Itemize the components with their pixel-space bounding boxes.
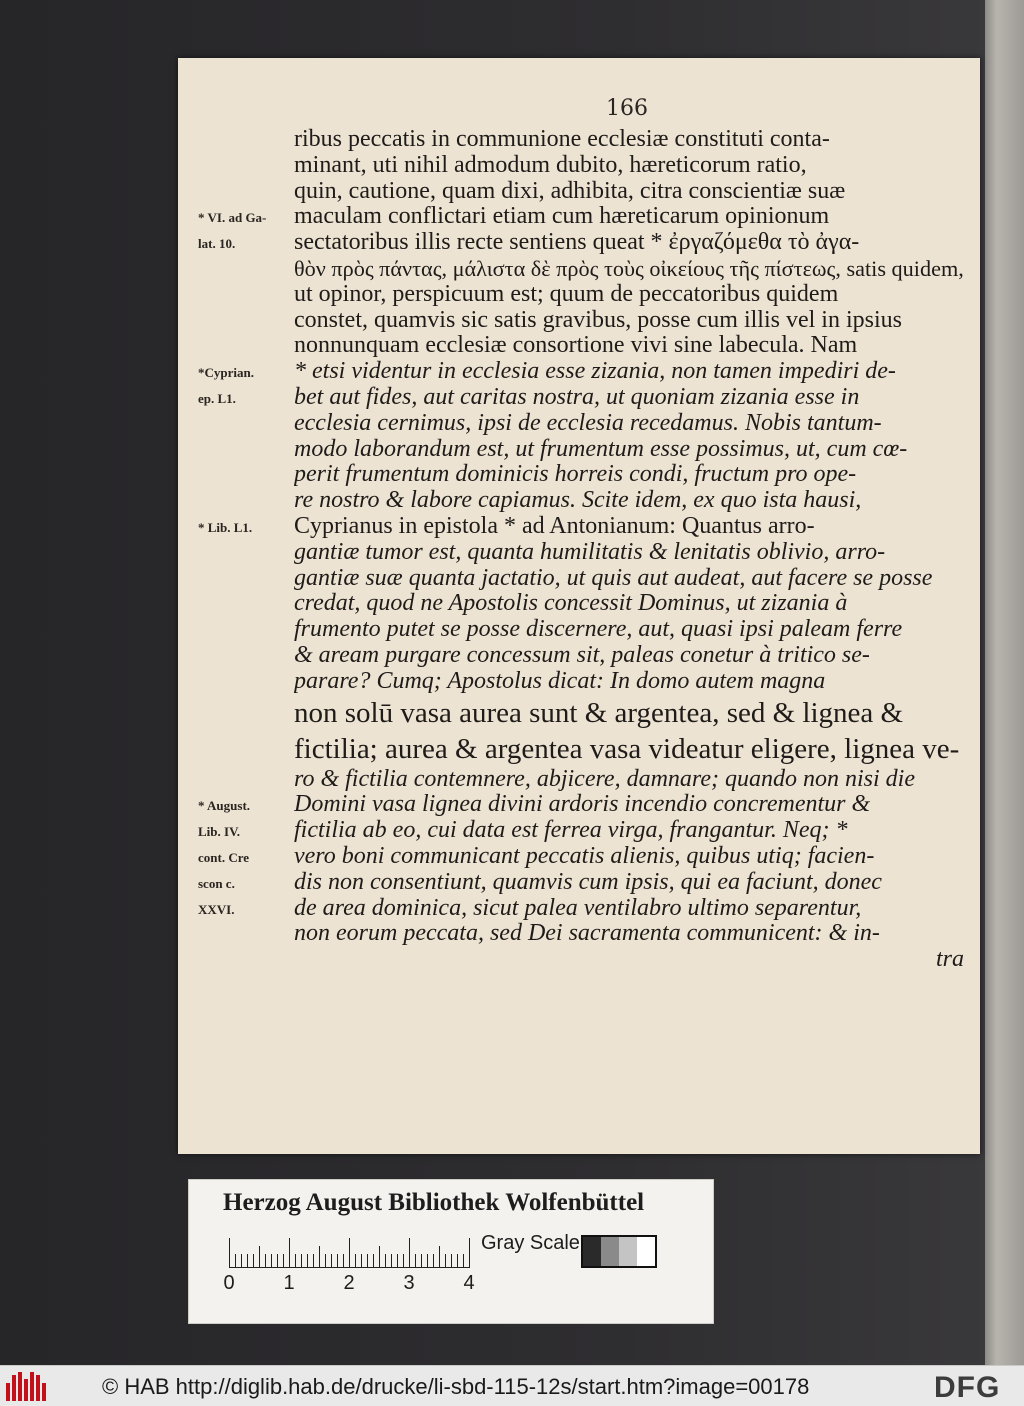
copyright-link[interactable]: © HAB http://diglib.hab.de/drucke/li-sbd-115-12s/start.htm?image=00178 — [102, 1374, 810, 1399]
ruler-tick — [283, 1254, 284, 1268]
logo-bar — [6, 1383, 10, 1401]
text-line: ecclesia cernimus, ipsi de ecclesia recedamus. Nobis tantum- — [294, 410, 882, 436]
ruler-tick — [259, 1246, 260, 1268]
text-line: * etsi videntur in ecclesia esse zizania, non tamen impediri de- — [294, 359, 896, 385]
ruler-tick — [337, 1254, 338, 1268]
ruler-scale-number: 0 — [223, 1272, 235, 1294]
margin-note: * VI. ad Ga- — [198, 210, 267, 226]
ruler-tick — [415, 1254, 416, 1268]
text-line: ro & fictilia contemnere, abjicere, damnare; quando non nisi die — [294, 766, 915, 792]
margin-note: ep. L1. — [198, 391, 236, 406]
text-line: de area dominica, sicut palea ventilabro ultimo separentur, — [294, 895, 862, 921]
logo-bar — [42, 1383, 46, 1401]
ruler-tick — [439, 1246, 440, 1268]
ruler-scale-number: 3 — [403, 1272, 415, 1294]
ruler-tick — [391, 1254, 392, 1268]
ruler-scale-number: 1 — [283, 1272, 295, 1294]
ruler-tick — [385, 1254, 386, 1268]
library-name: Herzog August Bibliothek Wolfenbüttel — [223, 1189, 645, 1216]
book-page — [178, 58, 980, 1154]
page-body-text — [294, 127, 964, 973]
ruler-tick — [361, 1254, 362, 1268]
ruler-tick — [409, 1238, 410, 1268]
ruler-tick — [343, 1254, 344, 1268]
ruler-tick — [457, 1254, 458, 1268]
ruler-tick — [355, 1254, 356, 1268]
text-line: dis non consentiunt, quamvis cum ipsis, qui ea faciunt, donec — [294, 869, 882, 895]
ruler-tick — [463, 1254, 464, 1268]
ruler-tick — [325, 1254, 326, 1268]
text-line: parare? Cumq; Apostolus dicat: In domo autem magna — [294, 668, 826, 694]
ruler-scale-number: 4 — [463, 1272, 475, 1294]
text-line: non solū vasa aurea sunt & argentea, sed & lignea & — [294, 696, 904, 729]
text-line: tra — [935, 947, 964, 973]
ruler-tick — [265, 1254, 266, 1268]
text-line: quin, cautione, quam dixi, adhibita, citra conscientiæ suæ — [294, 178, 846, 204]
color-calibration-bar — [188, 1179, 714, 1324]
text-line: bet aut fides, aut caritas nostra, ut quoniam zizania esse in — [294, 384, 860, 410]
text-line: gantiæ tumor est, quanta humilitatis & lenitatis oblivio, arro- — [294, 539, 886, 565]
gray-scale-swatches — [581, 1235, 657, 1268]
text-line: maculam conflictari etiam cum hæreticarum opinionum — [294, 204, 830, 230]
ruler-tick — [277, 1254, 278, 1268]
text-line: minant, uti nihil admodum dubito, hæreticorum ratio, — [294, 152, 807, 178]
ruler-tick — [241, 1254, 242, 1268]
margin-note: *Cyprian. — [198, 365, 254, 381]
adjacent-page-edge — [985, 0, 1024, 1365]
ruler-tick — [397, 1254, 398, 1268]
ruler-tick — [253, 1254, 254, 1268]
text-line: Cyprianus in epistola * ad Antonianum: Quantus arro- — [294, 513, 815, 539]
ruler-tick — [421, 1254, 422, 1268]
gray-swatch — [601, 1237, 619, 1266]
text-line: θὸν πρὸς πάντας, μάλιστα δὲ πρὸς τοὺς οἰκείους τῆς πίστεως, satis quidem, — [294, 255, 964, 281]
gray-swatch — [637, 1237, 655, 1266]
ruler-tick — [427, 1254, 428, 1268]
text-line: gantiæ suæ quanta jactatio, ut quis aut audeat, aut facere se posse — [294, 565, 933, 591]
text-line: nonnunquam ecclesiæ consortione vivi sine labecula. Nam — [294, 333, 858, 359]
logo-bar — [30, 1372, 34, 1401]
margin-note: * Lib. L1. — [198, 520, 253, 535]
text-line: re nostro & labore capiamus. Scite idem, ex quo ista hausi, — [294, 488, 862, 514]
ruler-tick — [289, 1238, 290, 1268]
ruler-tick — [433, 1254, 434, 1268]
margin-note: scon c. — [198, 875, 235, 891]
footer-bar — [0, 1365, 1024, 1406]
ruler-tick — [373, 1254, 374, 1268]
page-number: 166 — [606, 96, 648, 121]
ruler-tick — [349, 1238, 350, 1268]
text-line: ribus peccatis in communione ecclesiæ constituti conta- — [294, 127, 830, 152]
margin-note: XXVI. — [198, 901, 235, 917]
text-line: fictilia ab eo, cui data est ferrea virga, frangantur. Neq; * — [294, 818, 848, 844]
margin-note: * August. — [198, 798, 251, 814]
gray-swatch — [619, 1237, 637, 1266]
ruler-tick — [319, 1246, 320, 1268]
text-line: & aream purgare concessum sit, paleas conetur à tritico se- — [294, 642, 870, 668]
ruler-tick — [295, 1254, 296, 1268]
hab-logo-icon — [6, 1372, 48, 1401]
text-line: frumento putet se posse discernere, aut, quasi ipsi paleam ferre — [294, 617, 903, 643]
ruler-tick — [247, 1254, 248, 1268]
text-line: constet, quamvis sic satis gravibus, posse cum illis vel in ipsius — [294, 307, 902, 333]
ruler-tick — [235, 1254, 236, 1268]
logo-bar — [36, 1375, 40, 1401]
ruler-tick — [229, 1238, 230, 1268]
logo-bar — [24, 1379, 28, 1401]
text-line: credat, quod ne Apostolis concessit Dominus, ut zizania à — [294, 591, 848, 617]
text-line: sectatoribus illis recte sentiens queat * ἐργαζόμεθα τὸ ἀγα- — [294, 230, 860, 256]
text-line: Domini vasa lignea divini ardoris incendio concrementur & — [294, 792, 871, 818]
margin-note: lat. 10. — [198, 236, 236, 252]
dfg-logo: DFG — [934, 1371, 1001, 1404]
gray-swatch — [583, 1237, 601, 1266]
ruler-tick — [367, 1254, 368, 1268]
margin-note: Lib. IV. — [198, 824, 241, 840]
ruler-tick — [271, 1254, 272, 1268]
text-line: fictilia; aurea & argentea vasa videatur eligere, lignea ve- — [294, 732, 960, 765]
ruler-scale-number: 2 — [343, 1272, 355, 1294]
text-line: modo laborandum est, ut frumentum esse possimus, ut, cum cœ- — [294, 436, 908, 462]
ruler-tick — [313, 1254, 314, 1268]
gray-scale-label: Gray Scale — [481, 1232, 580, 1254]
ruler-tick — [469, 1238, 470, 1268]
ruler-tick — [403, 1254, 404, 1268]
logo-bar — [18, 1372, 22, 1401]
text-line: non eorum peccata, sed Dei sacramenta communicent: & in- — [294, 921, 880, 947]
margin-note: cont. Cre — [198, 850, 250, 865]
text-line: vero boni communicant peccatis alienis, quibus utiq; facien- — [294, 843, 875, 869]
logo-bar — [12, 1375, 16, 1401]
text-line: ut opinor, perspicuum est; quum de peccatoribus quidem — [294, 281, 839, 307]
ruler-tick — [331, 1254, 332, 1268]
measurement-ruler — [229, 1238, 469, 1268]
text-line: perit frumentum dominicis horreis condi, fructum pro ope- — [294, 462, 857, 488]
ruler-tick — [445, 1254, 446, 1268]
ruler-tick — [379, 1246, 380, 1268]
ruler-tick — [301, 1254, 302, 1268]
ruler-tick — [307, 1254, 308, 1268]
ruler-tick — [451, 1254, 452, 1268]
